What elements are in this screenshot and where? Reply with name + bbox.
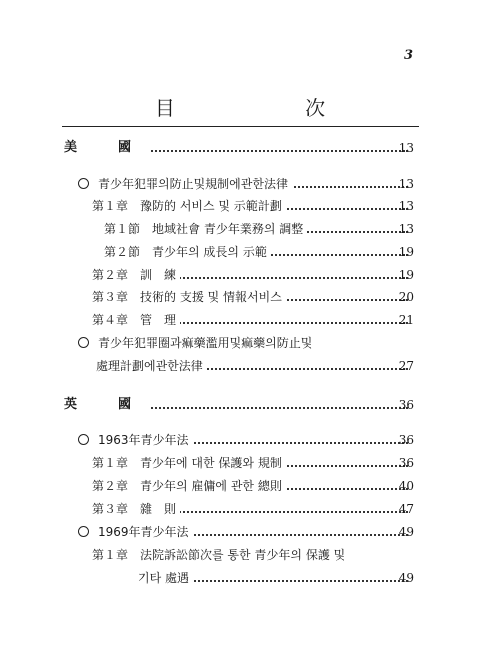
leader-dots <box>158 580 408 582</box>
toc-entry <box>0 264 480 286</box>
toc-entry-text: 1969年青少年法 <box>98 525 189 539</box>
toc-entry-label <box>138 567 193 589</box>
toc-entry-text: 英 國 <box>64 397 146 412</box>
toc-entry-label <box>92 498 180 520</box>
toc-entry-page: 36 <box>398 433 414 447</box>
toc-entry-label <box>64 394 149 416</box>
toc-entry <box>0 452 480 474</box>
toc-entry <box>0 195 480 217</box>
toc-entry-text: 第２節 青少年의 成長의 示範 <box>104 245 267 259</box>
toc-entry-page: 19 <box>398 245 414 259</box>
page-title: 目 次 <box>154 96 388 120</box>
toc-entry <box>0 137 480 159</box>
toc-entry <box>0 218 480 240</box>
toc-entry <box>0 241 480 263</box>
toc-entry-label <box>78 173 292 195</box>
toc-entry-text: 第１章 豫防的 서비스 및 示範計劃 <box>92 199 282 213</box>
toc-entry <box>0 394 480 416</box>
toc-entry-page: 21 <box>398 313 414 327</box>
toc-entry-label <box>104 218 307 240</box>
toc-entry-page: 47 <box>398 502 414 516</box>
circle-bullet-icon <box>78 178 89 189</box>
toc-entry <box>0 498 480 520</box>
toc-entry-page: 27 <box>398 359 414 373</box>
toc-entry-label <box>96 355 207 377</box>
toc-entry-label <box>104 241 271 263</box>
toc-entry-label <box>92 452 286 474</box>
toc-entry-label <box>64 137 149 159</box>
toc-entry-text: 第１章 法院訴訟節次를 통한 青少年의 保護 및 <box>92 548 346 562</box>
toc-entry-page: 13 <box>398 222 414 236</box>
toc-entry-label <box>92 286 286 308</box>
toc-entry-label <box>78 521 193 543</box>
toc-entry-label <box>92 309 180 331</box>
toc-entry-text: 第３章 技術的 支援 및 情報서비스 <box>92 290 282 304</box>
toc-entry-label <box>92 475 286 497</box>
toc-entry-page: 20 <box>398 290 414 304</box>
title-divider <box>62 126 419 127</box>
circle-bullet-icon <box>78 526 89 537</box>
toc-entry <box>0 355 480 377</box>
toc-entry <box>0 286 480 308</box>
toc-entry-page: 36 <box>398 456 414 470</box>
toc-entry-text: 第２章 青少年의 雇傭에 관한 總則 <box>92 479 282 493</box>
toc-entry-label <box>78 332 316 354</box>
toc-entry-label <box>92 544 349 566</box>
toc-entry-page: 40 <box>398 479 414 493</box>
toc-entry-text: 기타 處遇 <box>138 571 189 585</box>
page-number: 3 <box>404 48 414 63</box>
toc-entry-text: 第２章 訓 練 <box>92 268 177 282</box>
toc-entry-text: 第１節 地域社會 青少年業務의 調整 <box>104 222 304 236</box>
toc-entry <box>0 521 480 543</box>
toc-entry-label <box>78 429 193 451</box>
toc-entry-page: 13 <box>398 199 414 213</box>
toc-entry <box>0 429 480 451</box>
toc-entry <box>0 475 480 497</box>
toc-entry-text: 第３章 雜 則 <box>92 502 177 516</box>
circle-bullet-icon <box>78 337 89 348</box>
toc-entry-page: 36 <box>398 398 414 412</box>
toc-entry-label <box>92 195 286 217</box>
toc-entry-text: 第４章 管 理 <box>92 313 177 327</box>
toc-entry-text: 青少年犯罪圈과痲藥濫用및痲藥의防止및 <box>98 336 313 350</box>
toc-entry-text: 1963年青少年法 <box>98 433 189 447</box>
toc-entry-text: 青少年犯罪의防止및規制에관한法律 <box>98 177 288 191</box>
toc-entry <box>0 332 480 354</box>
toc-entry-label <box>92 264 180 286</box>
toc-entry <box>0 173 480 195</box>
toc-entry <box>0 567 480 589</box>
toc-entry-page: 19 <box>398 268 414 282</box>
toc-entry-text: 美 國 <box>64 140 146 155</box>
toc-entry-text: 處理計劃에관한法律 <box>96 359 203 373</box>
toc-entry-page: 13 <box>398 141 414 155</box>
toc-entry-page: 13 <box>398 177 414 191</box>
toc-entry-page: 49 <box>398 525 414 539</box>
toc-entry-page: 49 <box>398 571 414 585</box>
toc-entry <box>0 544 480 566</box>
toc-entry <box>0 309 480 331</box>
toc-entry-text: 第１章 青少年에 대한 保護와 規制 <box>92 456 282 470</box>
circle-bullet-icon <box>78 434 89 445</box>
